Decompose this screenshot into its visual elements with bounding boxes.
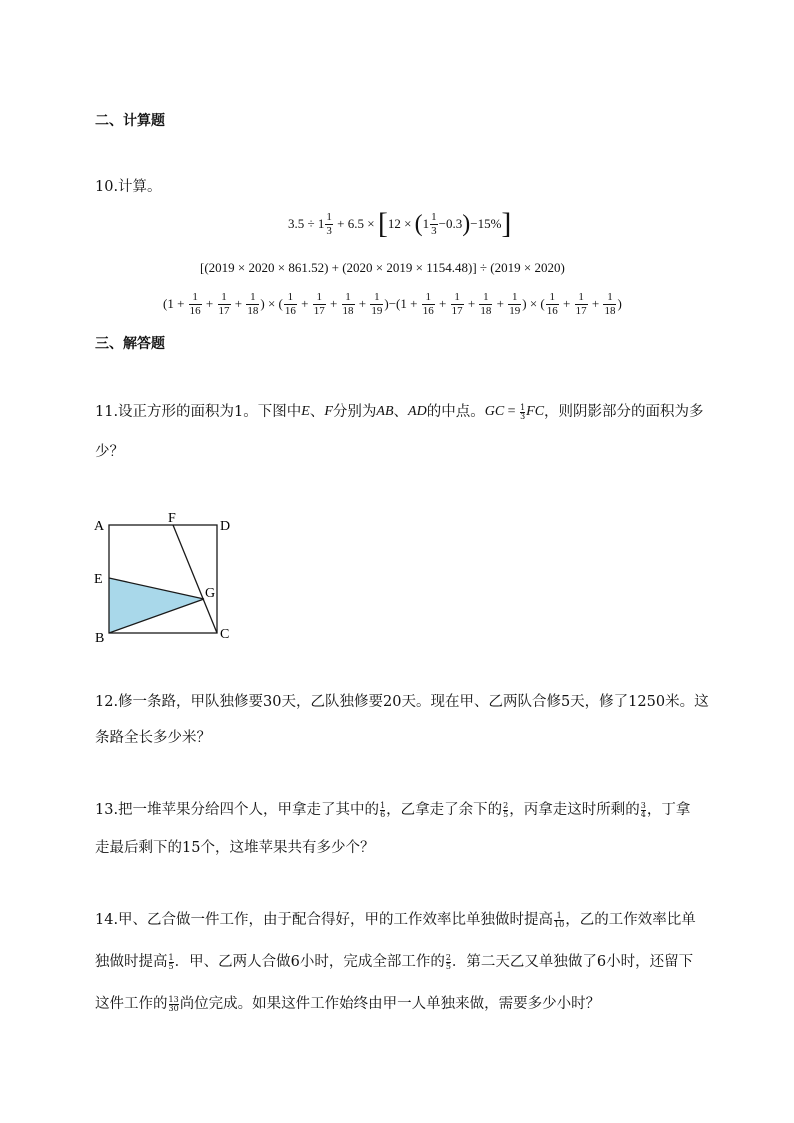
fraction-one-fifth: 1 5 bbox=[168, 952, 174, 971]
question-10-prompt: 10.计算。 bbox=[95, 179, 162, 195]
expr3-times: ) × ( bbox=[260, 296, 283, 311]
q13-text-b: ，乙拿走了余下的 bbox=[386, 802, 503, 818]
q11-separator: 、 bbox=[393, 404, 409, 420]
q11-point-f: F bbox=[324, 404, 333, 419]
plus-sign: + bbox=[588, 296, 603, 311]
label-e: E bbox=[94, 572, 103, 587]
question-11-line-1 bbox=[95, 403, 704, 421]
fraction-three-quarters: 3 4 bbox=[640, 800, 646, 819]
plus-sign: + bbox=[326, 296, 341, 311]
right-paren: ) bbox=[462, 210, 471, 237]
left-bracket: [ bbox=[377, 207, 388, 240]
fraction-1-16: $\frac{1}{16}$ bbox=[189, 290, 201, 317]
expr3-close: ) bbox=[617, 296, 622, 311]
expr1-part-b: + 6.5 × bbox=[333, 216, 378, 231]
q11-text-c: 的中点。 bbox=[426, 404, 485, 420]
q13-text-d: ，丁拿 bbox=[646, 802, 691, 818]
fraction-1-18: $\frac{1}{18}$ bbox=[247, 290, 259, 317]
segment-fc bbox=[173, 525, 217, 633]
label-g: G bbox=[205, 586, 216, 601]
plus-sign: + bbox=[559, 296, 574, 311]
plus-sign: + bbox=[355, 296, 370, 311]
label-a: A bbox=[94, 519, 105, 534]
fraction-1-17: $\frac{1}{17}$ bbox=[218, 290, 230, 317]
expr1-part-g: −15% bbox=[470, 216, 502, 231]
q11-point-e: E bbox=[301, 404, 310, 419]
fraction-1-18: $\frac{1}{18}$ bbox=[480, 290, 492, 317]
plus-sign: + bbox=[231, 296, 246, 311]
q14-text-e: ．第二天乙又单独做了6小时，还留下 bbox=[451, 954, 694, 970]
expr3-open: (1 + bbox=[163, 296, 188, 311]
q14-text-f: 这件工作的 bbox=[95, 996, 168, 1012]
q14-text-d: ．甲、乙两人合做6小时，完成全部工作的 bbox=[174, 954, 445, 970]
question-12-line-2: 条路全长多少米？ bbox=[95, 730, 211, 746]
expr3-minus: )−(1 + bbox=[384, 296, 421, 311]
fraction-1-17: $\frac{1}{17}$ bbox=[451, 290, 463, 317]
q11-segment-fc: FC bbox=[526, 404, 545, 419]
right-bracket: ] bbox=[501, 207, 512, 240]
expr1-part-e: −0.3 bbox=[438, 216, 463, 231]
expr1-part-a: 3.5 ÷ 1 bbox=[288, 216, 325, 231]
q11-equals: = bbox=[504, 404, 520, 419]
question-13-line-2: 走最后剩下的15个，这堆苹果共有多少个？ bbox=[95, 840, 375, 856]
q11-text-d: ，则阴影部分的面积为多 bbox=[544, 404, 704, 420]
fraction-1-19: $\frac{1}{19}$ bbox=[509, 290, 521, 317]
question-12-line-1: 12.修一条路，甲队独修要30天，乙队独修要20天。现在甲、乙两队合修5天，修了1250米。这 bbox=[95, 694, 709, 710]
fraction-1-19: $\frac{1}{19}$ bbox=[371, 290, 383, 317]
fraction-1-16: $\frac{1}{16}$ bbox=[284, 290, 296, 317]
fraction-two-fifths: 2 5 bbox=[445, 952, 451, 971]
question-11-line-2: 少？ bbox=[95, 444, 124, 460]
fraction-1-16: $\frac{1}{16}$ bbox=[546, 290, 558, 317]
plus-sign: + bbox=[202, 296, 217, 311]
plus-sign: + bbox=[464, 296, 479, 311]
q14-text-a: 14.甲、乙合做一件工作，由于配合得好，甲的工作效率比单独做时提高 bbox=[95, 912, 554, 928]
question-14-line-2 bbox=[95, 953, 693, 971]
label-c: C bbox=[220, 627, 230, 642]
question-13-line-1 bbox=[95, 801, 690, 819]
fraction-1-17: $\frac{1}{17}$ bbox=[575, 290, 587, 317]
fraction-one-third: $\frac{1}{3}$ bbox=[326, 210, 332, 237]
fraction-two-fifths: 2 5 bbox=[503, 800, 509, 819]
fraction-one-third: $\frac{1}{3}$ bbox=[431, 210, 437, 237]
q11-separator: 、 bbox=[309, 404, 325, 420]
q13-text-a: 13.把一堆苹果分给四个人，甲拿走了其中的 bbox=[95, 802, 380, 818]
fraction-one-sixth: 1 6 bbox=[380, 800, 386, 819]
plus-sign: + bbox=[493, 296, 508, 311]
square-geometry-figure bbox=[90, 508, 240, 648]
expr1-part-d: 1 bbox=[422, 216, 430, 231]
fraction-1-16: $\frac{1}{16}$ bbox=[422, 290, 434, 317]
expr3-times-2: ) × ( bbox=[522, 296, 545, 311]
section-heading-word-problems: 三、解答题 bbox=[95, 336, 165, 352]
q14-text-g: 尚位完成。如果这件工作始终由甲一人单独来做，需要多少小时？ bbox=[179, 996, 601, 1012]
q11-text-a: 11.设正方形的面积为1。下图中 bbox=[95, 404, 302, 420]
q13-text-c: ，丙拿走这时所剩的 bbox=[509, 802, 640, 818]
expr1-part-c: 12 × bbox=[387, 216, 415, 231]
fraction-1-18: $\frac{1}{18}$ bbox=[342, 290, 354, 317]
shaded-triangle-ebg bbox=[109, 578, 204, 633]
q11-text-b: 分别为 bbox=[332, 404, 377, 420]
label-f: F bbox=[168, 511, 176, 526]
fraction-one-tenth: 1 10 bbox=[554, 910, 565, 929]
plus-sign: + bbox=[435, 296, 450, 311]
left-paren: ( bbox=[414, 210, 423, 237]
q14-text-c: 独做时提高 bbox=[95, 954, 168, 970]
expression-1 bbox=[288, 204, 511, 244]
q11-segment-ab: AB bbox=[376, 404, 394, 419]
fraction-one-third: $\frac{1}{3}$ bbox=[520, 402, 526, 421]
label-d: D bbox=[220, 519, 231, 534]
expression-3 bbox=[163, 286, 622, 322]
expression-2: [(2019 × 2020 × 861.52) + (2020 × 2019 × 1154.48)] ÷ (2019 × 2020) bbox=[200, 260, 565, 275]
section-heading-calculation: 二、计算题 bbox=[95, 113, 165, 129]
q11-segment-ad: AD bbox=[408, 404, 427, 419]
fraction-thirteen-thirtieths: 13 30 bbox=[168, 994, 179, 1013]
question-14-line-1 bbox=[95, 911, 696, 929]
q14-text-b: ，乙的工作效率比单 bbox=[565, 912, 696, 928]
q11-segment-gc: GC bbox=[484, 404, 505, 419]
plus-sign: + bbox=[297, 296, 312, 311]
label-b: B bbox=[95, 631, 105, 646]
fraction-1-17: $\frac{1}{17}$ bbox=[313, 290, 325, 317]
fraction-1-18: $\frac{1}{18}$ bbox=[604, 290, 616, 317]
question-14-line-3 bbox=[95, 995, 600, 1013]
